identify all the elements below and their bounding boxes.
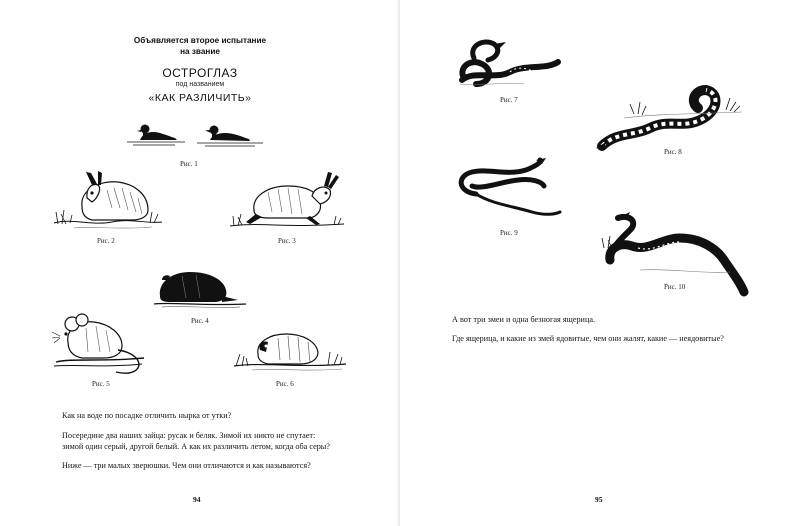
caption-fig9: Рис. 9 (500, 229, 518, 237)
vole-illustration (232, 322, 348, 374)
rank-subtitle: под названием (175, 81, 225, 88)
caption-fig3: Рис. 3 (278, 237, 296, 245)
snake-patterned-illustration (594, 84, 744, 156)
snake-thin-illustration (452, 156, 562, 226)
section-heading (110, 35, 290, 57)
caption-fig7: Рис. 7 (500, 96, 518, 104)
mole-illustration (152, 262, 248, 310)
caption-fig2: Рис. 2 (97, 237, 115, 245)
caption-fig4: Рис. 4 (191, 317, 209, 325)
heading-line-1: Объявляется второе испытание (133, 36, 267, 45)
mouse-illustration (52, 306, 148, 378)
text-ducks-question: Как на воде по посадке отличить нырка от утки? (62, 411, 232, 420)
hare-russak-illustration (52, 168, 164, 233)
heading-line-2: на звание (180, 47, 220, 56)
text-snakes-question: Где ящерица, и какие из змей ядовитые, чем они жалят, какие — неядовитые? (452, 334, 724, 343)
caption-fig1: Рис. 1 (180, 160, 198, 168)
caption-fig8: Рис. 8 (664, 148, 682, 156)
duck (205, 126, 250, 142)
caption-fig10: Рис. 10 (664, 283, 686, 291)
right-page (400, 0, 800, 526)
test-title: «КАК РАЗЛИЧИТЬ» (148, 92, 252, 104)
text-snakes-intro: А вот три змеи и одна безногая ящерица. (452, 315, 596, 324)
text-hares-line-2: зимой один серый, другой белый. А как их различить летом, когда оба серы? (62, 442, 330, 451)
rank-title: ОСТРОГЛАЗ (162, 66, 238, 80)
text-small-animals-question: Ниже — три малых зверюшки. Чем они отличаются и как называются? (62, 461, 311, 470)
hare-belyak-illustration (228, 170, 346, 232)
ducks-illustration (125, 118, 265, 153)
duck-diver (137, 125, 177, 141)
page-number-left: 94 (193, 495, 201, 504)
snake-coiled-illustration (454, 36, 564, 88)
text-hares-line-1: Посередине два наших зайца: русак и беляк. Зимой их никто не спутает: (62, 431, 316, 440)
page-number-right: 95 (595, 495, 603, 504)
caption-fig6: Рис. 6 (276, 380, 294, 388)
text-hares-question (62, 430, 380, 452)
caption-fig5: Рис. 5 (92, 380, 110, 388)
water-lines (127, 142, 263, 146)
